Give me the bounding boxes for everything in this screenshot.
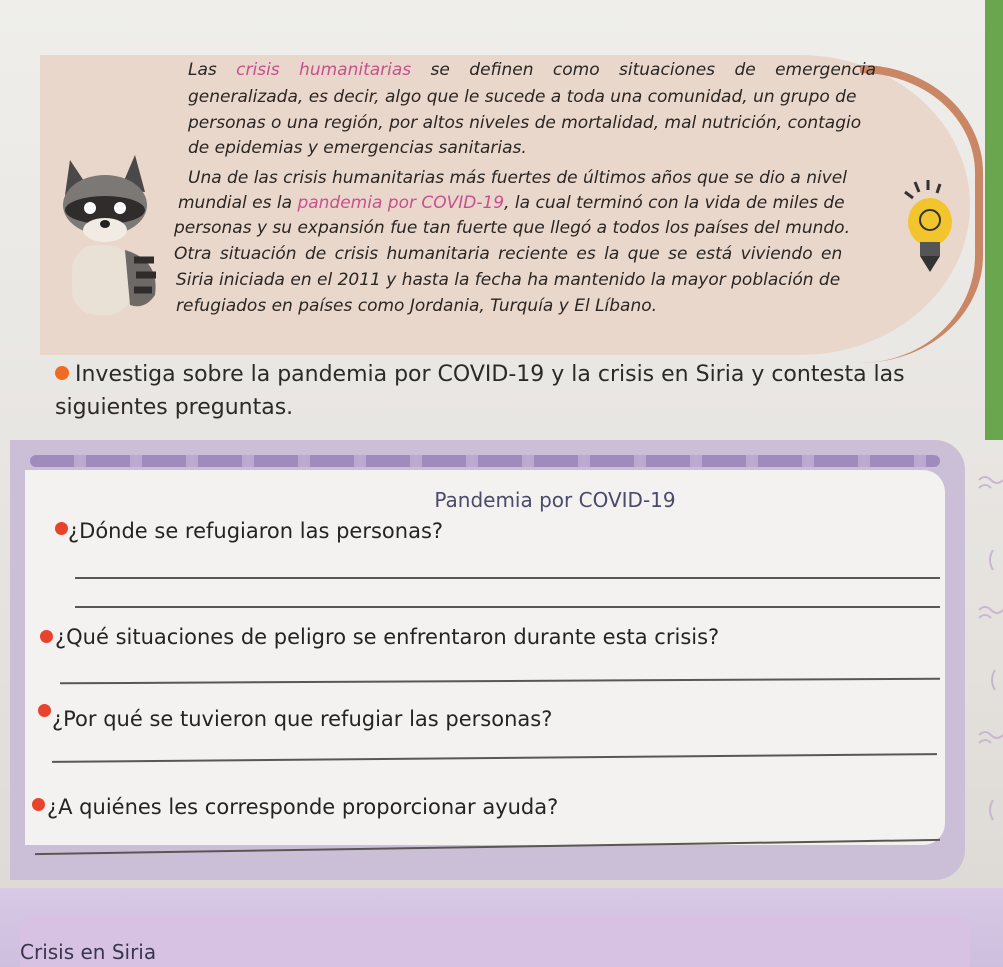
dashed-border [30,455,940,467]
section-title: Pandemia por COVID-19 [434,488,676,512]
question-1: ¿Dónde se refugiaron las personas? [68,519,444,543]
info-line: personas y su expansión fue tan fuerte que llegó a todos los países del mundo. [174,218,850,238]
info-line: personas o una región, por altos niveles de mortalidad, mal nutrición, contagio [188,113,862,133]
info-line: Una de las crisis humanitarias más fuertes de últimos años que se dio a nivel [188,168,847,188]
question-4: ¿A quiénes les corresponde proporcionar ayuda? [47,795,559,819]
info-line: generalizada, es decir, algo que le sucede a toda una comunidad, un grupo de [188,87,857,107]
question-bullet-icon [40,630,53,643]
info-line: mundial es la pandemia por COVID-19, la cual terminó con la vida de miles de [178,193,845,213]
next-section-title: Crisis en Siria [20,940,157,964]
info-line: Las crisis humanitarias se definen como situaciones de emergencia [188,60,877,80]
decorative-doodles [975,470,1003,870]
info-paragraph [0,0,1003,330]
question-bullet-icon [55,522,68,535]
info-line: Otra situación de crisis humanitaria reciente es la que se está viviendo en [174,244,843,264]
answer-line[interactable] [75,577,940,579]
instruction-bullet-icon [55,366,69,380]
instruction-text: Investiga sobre la pandemia por COVID-19 y la crisis en Siria y contesta las siguientes preguntas. [55,362,905,420]
answer-line[interactable] [75,606,940,608]
info-line: Siria iniciada en el 2011 y hasta la fecha ha mantenido la mayor población de [176,270,841,290]
question-3: ¿Por qué se tuvieron que refugiar las personas? [52,707,553,731]
info-line: de epidemias y emergencias sanitarias. [188,138,527,158]
next-section-card [20,915,970,967]
info-line: refugiados en países como Jordania, Turquía y El Líbano. [176,296,658,316]
question-bullet-icon [38,704,51,717]
question-2: ¿Qué situaciones de peligro se enfrentaron durante esta crisis? [55,625,720,649]
question-bullet-icon [32,798,45,811]
